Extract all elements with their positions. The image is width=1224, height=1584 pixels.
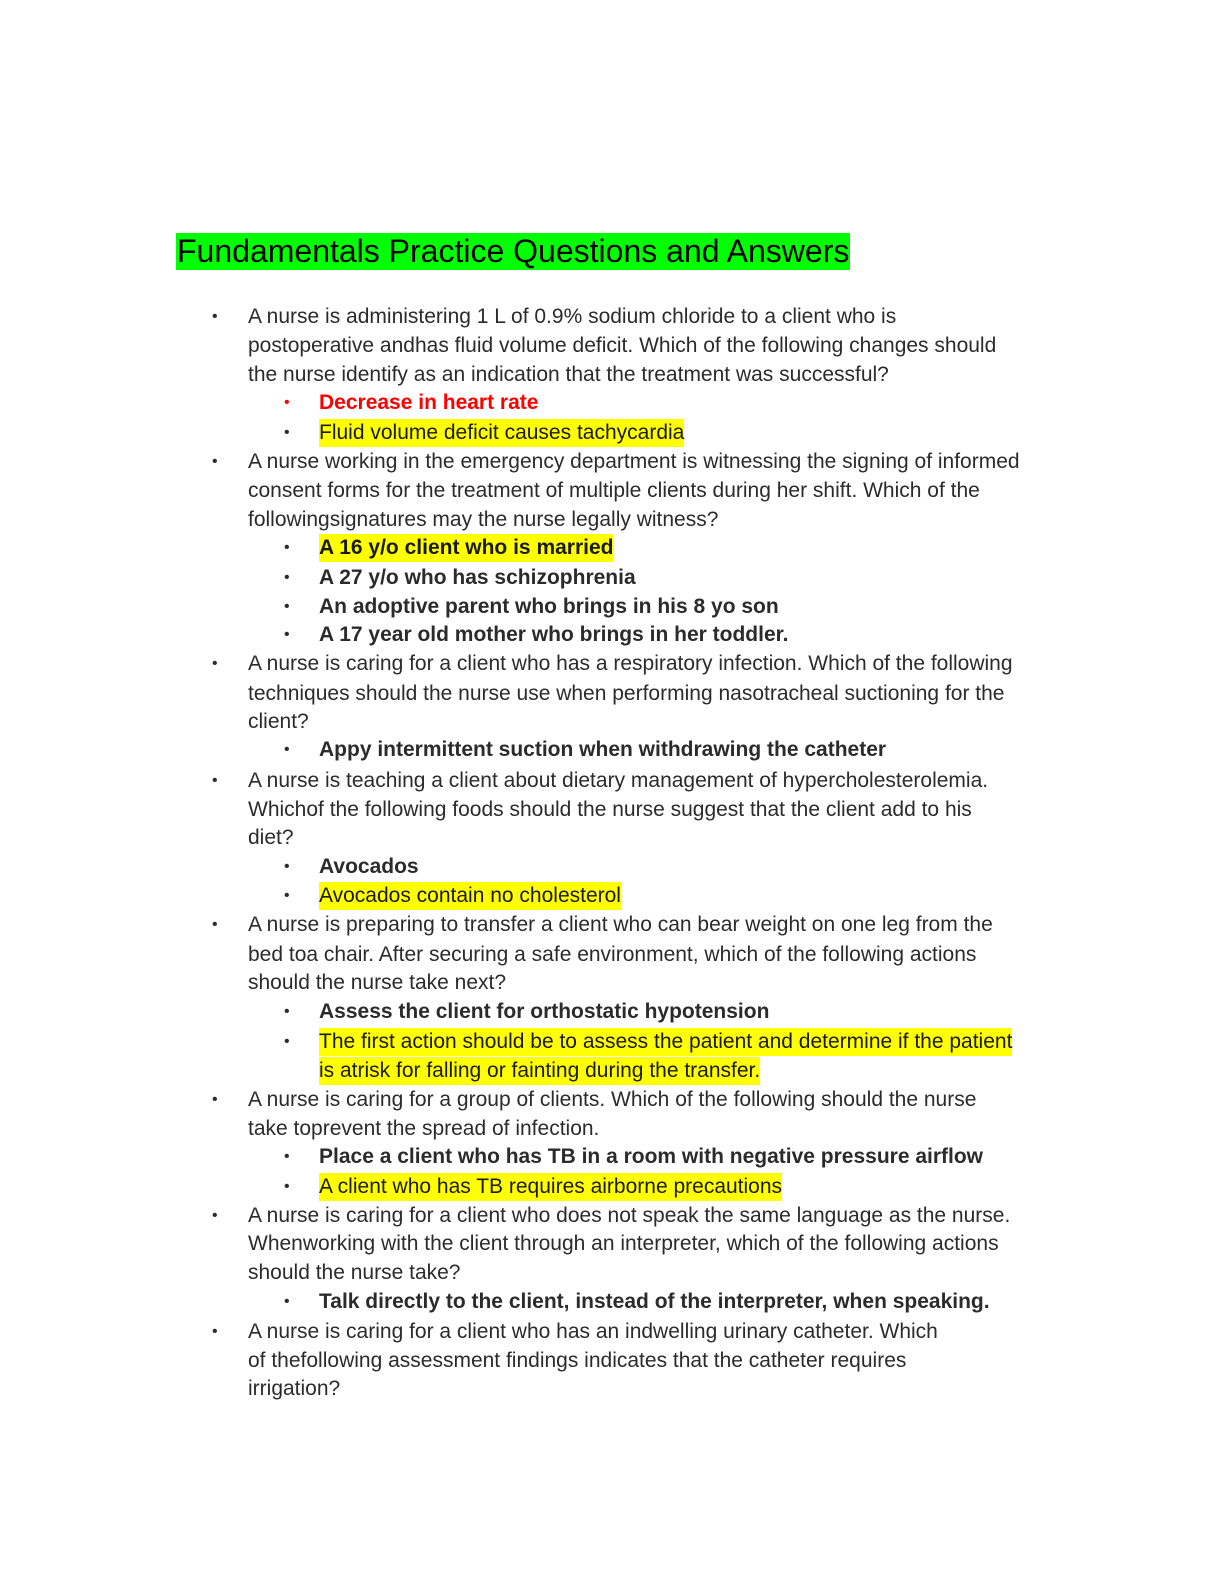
bullet-icon: •: [284, 569, 290, 586]
question-text: A nurse working in the emergency department is witnessing the signing of informed: [248, 450, 1020, 473]
bullet-icon: •: [284, 626, 290, 643]
bullet-icon: •: [212, 1207, 218, 1224]
answer-option: Appy intermittent suction when withdrawing the catheter: [319, 738, 887, 761]
bullet-icon: •: [212, 916, 218, 933]
question-text: consent forms for the treatment of multiple clients during her shift. Which of the: [248, 479, 980, 502]
bullet-icon: •: [284, 1003, 290, 1020]
question-text: of thefollowing assessment findings indicates that the catheter requires: [248, 1349, 907, 1372]
question-text: should the nurse take?: [248, 1261, 461, 1284]
bullet-icon: •: [212, 655, 218, 672]
answer-option: A 17 year old mother who brings in her toddler.: [319, 623, 789, 646]
answer-option: Talk directly to the client, instead of the interpreter, when speaking.: [319, 1290, 990, 1313]
bullet-icon: •: [284, 858, 290, 875]
question-text: A nurse is teaching a client about dietary management of hypercholesterolemia.: [248, 769, 989, 792]
question-text: A nurse is caring for a group of clients. Which of the following should the nurse: [248, 1088, 977, 1111]
question-text: bed toa chair. After securing a safe environment, which of the following actions: [248, 943, 977, 966]
bullet-icon: •: [212, 308, 218, 325]
answer-rationale: is atrisk for falling or fainting during the transfer.: [319, 1057, 760, 1085]
question-text: A nurse is preparing to transfer a client who can bear weight on one leg from the: [248, 913, 993, 936]
bullet-icon: •: [212, 453, 218, 470]
question-text: A nurse is caring for a client who has an indwelling urinary catheter. Which: [248, 1320, 938, 1343]
answer-rationale: Avocados contain no cholesterol: [319, 882, 621, 910]
question-text: Whichof the following foods should the nurse suggest that the client add to his: [248, 798, 972, 821]
correct-answer: Decrease in heart rate: [319, 391, 539, 414]
question-text: take toprevent the spread of infection.: [248, 1117, 600, 1140]
bullet-icon: •: [212, 1091, 218, 1108]
bullet-icon: •: [284, 1293, 290, 1310]
answer-rationale: A client who has TB requires airborne precautions: [319, 1173, 782, 1201]
bullet-icon: •: [284, 1033, 290, 1050]
answer-option: An adoptive parent who brings in his 8 yo son: [319, 595, 779, 618]
bullet-icon: •: [284, 424, 290, 441]
question-text: diet?: [248, 826, 294, 849]
answer-option: A 16 y/o client who is married: [319, 534, 613, 562]
answer-rationale: The first action should be to assess the patient and determine if the patient: [319, 1028, 1012, 1056]
question-text: client?: [248, 710, 309, 733]
bullet-icon: •: [212, 1323, 218, 1340]
answer-option: Avocados: [319, 855, 419, 878]
question-text: followingsignatures may the nurse legally witness?: [248, 508, 719, 531]
question-text: should the nurse take next?: [248, 971, 507, 994]
bullet-icon: •: [284, 598, 290, 615]
question-text: irrigation?: [248, 1377, 341, 1400]
bullet-icon: •: [284, 394, 290, 411]
question-text: A nurse is caring for a client who has a respiratory infection. Which of the following: [248, 652, 1013, 675]
document-title: Fundamentals Practice Questions and Answers: [177, 233, 850, 269]
question-text: postoperative andhas fluid volume deficit. Which of the following changes should: [248, 334, 997, 357]
bullet-icon: •: [284, 741, 290, 758]
bullet-icon: •: [212, 772, 218, 789]
bullet-icon: •: [284, 1148, 290, 1165]
answer-option: Assess the client for orthostatic hypotension: [319, 1000, 770, 1023]
question-text: the nurse identify as an indication that the treatment was successful?: [248, 363, 889, 386]
bullet-icon: •: [284, 539, 290, 556]
bullet-icon: •: [284, 887, 290, 904]
question-text: techniques should the nurse use when performing nasotracheal suctioning for the: [248, 682, 1005, 705]
question-text: Whenworking with the client through an interpreter, which of the following actions: [248, 1232, 999, 1255]
answer-rationale: Fluid volume deficit causes tachycardia: [319, 419, 684, 447]
answer-option: Place a client who has TB in a room with negative pressure airflow: [319, 1145, 984, 1168]
bullet-icon: •: [284, 1178, 290, 1195]
question-text: A nurse is caring for a client who does not speak the same language as the nurse.: [248, 1204, 1011, 1227]
answer-option: A 27 y/o who has schizophrenia: [319, 566, 636, 589]
question-text: A nurse is administering 1 L of 0.9% sodium chloride to a client who is: [248, 305, 897, 328]
